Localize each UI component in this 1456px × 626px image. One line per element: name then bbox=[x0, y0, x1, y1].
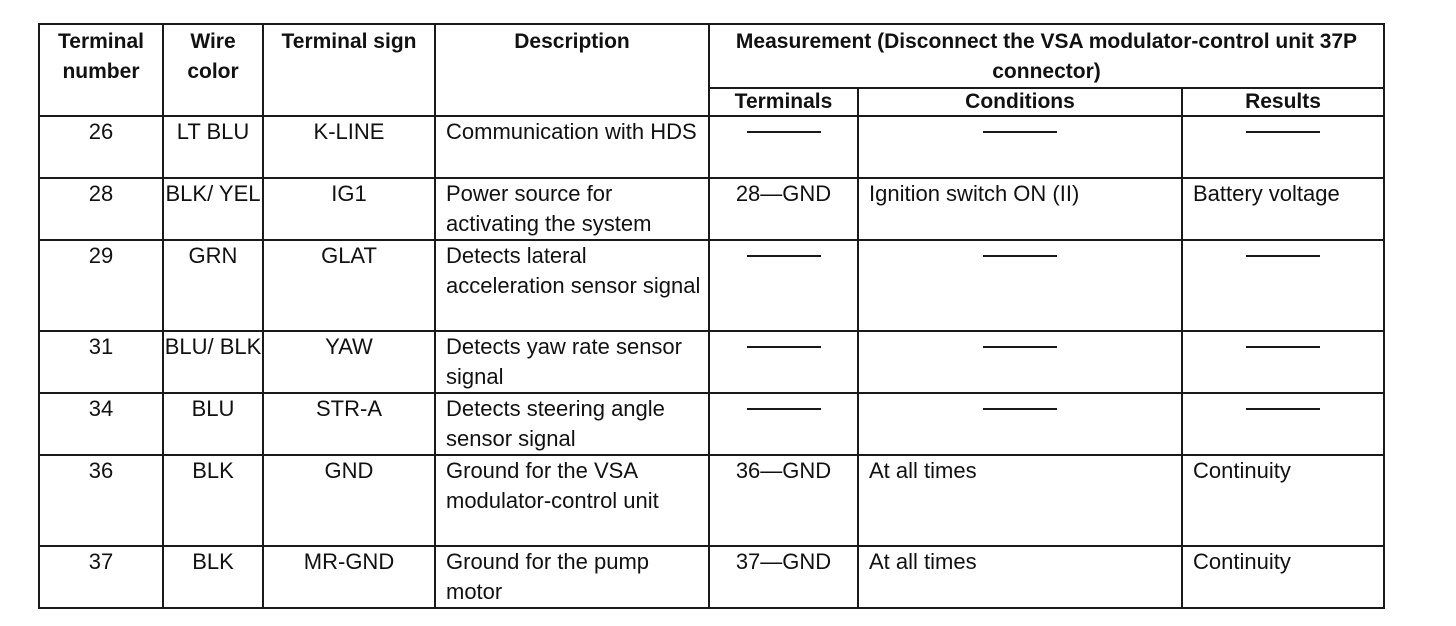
terminals-cell: 37—GND bbox=[709, 546, 858, 608]
table-row bbox=[39, 240, 1384, 331]
terminal-sign-cell: K-LINE bbox=[263, 116, 435, 178]
description-cell: Power source for activating the system bbox=[435, 178, 709, 240]
results-cell bbox=[1182, 393, 1384, 455]
not-applicable-dash bbox=[1246, 346, 1320, 348]
description-cell: Detects lateral acceleration sensor signal bbox=[435, 240, 709, 331]
table-row bbox=[39, 455, 1384, 546]
terminals-cell bbox=[709, 393, 858, 455]
conditions-cell: At all times bbox=[858, 546, 1182, 608]
results-cell bbox=[1182, 116, 1384, 178]
header-description: Description bbox=[435, 24, 709, 116]
terminal-number-cell: 34 bbox=[39, 393, 163, 455]
header-wire-color: Wire color bbox=[163, 24, 263, 116]
terminal-number-cell: 36 bbox=[39, 455, 163, 546]
description-cell: Detects steering angle sensor signal bbox=[435, 393, 709, 455]
not-applicable-dash bbox=[747, 346, 821, 348]
header-terminals: Terminals bbox=[709, 88, 858, 116]
header-results: Results bbox=[1182, 88, 1384, 116]
wire-color-cell: BLK/ YEL bbox=[163, 178, 263, 240]
wire-color-cell: BLU/ BLK bbox=[163, 331, 263, 393]
terminals-cell: 36—GND bbox=[709, 455, 858, 546]
description-cell: Communication with HDS bbox=[435, 116, 709, 178]
not-applicable-dash bbox=[1246, 408, 1320, 410]
terminal-sign-cell: MR-GND bbox=[263, 546, 435, 608]
table-row bbox=[39, 393, 1384, 455]
results-cell bbox=[1182, 331, 1384, 393]
conditions-cell: Ignition switch ON (II) bbox=[858, 178, 1182, 240]
not-applicable-dash bbox=[983, 255, 1057, 257]
terminal-sign-cell: STR-A bbox=[263, 393, 435, 455]
conditions-cell: At all times bbox=[858, 455, 1182, 546]
wire-color-cell: BLU bbox=[163, 393, 263, 455]
results-cell: Battery voltage bbox=[1182, 178, 1384, 240]
description-cell: Detects yaw rate sensor signal bbox=[435, 331, 709, 393]
conditions-cell bbox=[858, 331, 1182, 393]
table-row bbox=[39, 546, 1384, 608]
description-cell: Ground for the VSA modulator-control unit bbox=[435, 455, 709, 546]
wire-color-cell: BLK bbox=[163, 546, 263, 608]
results-cell: Continuity bbox=[1182, 546, 1384, 608]
header-measurement: Measurement (Disconnect the VSA modulator-control unit 37P connector) bbox=[709, 24, 1384, 88]
terminals-cell bbox=[709, 240, 858, 331]
terminal-number-cell: 26 bbox=[39, 116, 163, 178]
terminal-table bbox=[38, 23, 1385, 609]
terminal-sign-cell: YAW bbox=[263, 331, 435, 393]
terminal-sign-cell: GLAT bbox=[263, 240, 435, 331]
results-cell bbox=[1182, 240, 1384, 331]
terminals-cell bbox=[709, 116, 858, 178]
terminal-number-cell: 37 bbox=[39, 546, 163, 608]
not-applicable-dash bbox=[747, 255, 821, 257]
not-applicable-dash bbox=[983, 408, 1057, 410]
terminals-cell bbox=[709, 331, 858, 393]
conditions-cell bbox=[858, 116, 1182, 178]
header-conditions: Conditions bbox=[858, 88, 1182, 116]
table-row bbox=[39, 331, 1384, 393]
description-cell: Ground for the pump motor bbox=[435, 546, 709, 608]
table-row bbox=[39, 178, 1384, 240]
not-applicable-dash bbox=[747, 408, 821, 410]
terminal-number-cell: 31 bbox=[39, 331, 163, 393]
terminal-number-cell: 28 bbox=[39, 178, 163, 240]
not-applicable-dash bbox=[983, 346, 1057, 348]
not-applicable-dash bbox=[1246, 131, 1320, 133]
conditions-cell bbox=[858, 240, 1182, 331]
not-applicable-dash bbox=[983, 131, 1057, 133]
conditions-cell bbox=[858, 393, 1182, 455]
header-terminal-number: Terminal number bbox=[39, 24, 163, 116]
table-row bbox=[39, 116, 1384, 178]
wire-color-cell: GRN bbox=[163, 240, 263, 331]
header-terminal-sign: Terminal sign bbox=[263, 24, 435, 116]
not-applicable-dash bbox=[747, 131, 821, 133]
results-cell: Continuity bbox=[1182, 455, 1384, 546]
wire-color-cell: BLK bbox=[163, 455, 263, 546]
wire-color-cell: LT BLU bbox=[163, 116, 263, 178]
terminal-sign-cell: GND bbox=[263, 455, 435, 546]
terminal-number-cell: 29 bbox=[39, 240, 163, 331]
terminal-sign-cell: IG1 bbox=[263, 178, 435, 240]
terminals-cell: 28—GND bbox=[709, 178, 858, 240]
not-applicable-dash bbox=[1246, 255, 1320, 257]
